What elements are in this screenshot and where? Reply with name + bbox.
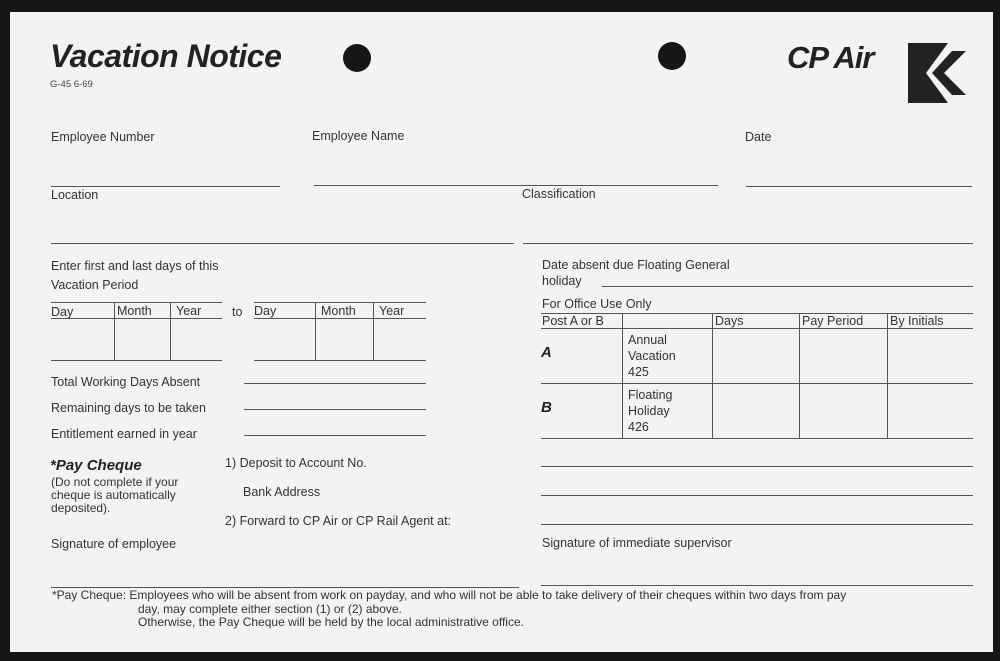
first-day-col-year: Year <box>176 304 202 318</box>
floating-holiday-date-field[interactable] <box>602 286 973 287</box>
punch-hole-left <box>343 44 371 72</box>
pay-cheque-note-1: (Do not complete if your <box>51 475 179 489</box>
table-header-days: Days <box>715 314 744 328</box>
blank-line-2[interactable] <box>541 495 973 496</box>
total-working-days-field[interactable] <box>244 383 426 384</box>
row-b-desc-1: Floating <box>628 388 673 402</box>
first-day-col-day: Day <box>51 305 74 319</box>
date-field[interactable] <box>746 186 972 187</box>
vacation-period-instruction-1: Enter first and last days of this <box>51 259 219 273</box>
employee-number-label: Employee Number <box>51 130 155 144</box>
footnote-line-1: *Pay Cheque: Employees who will be absent from work on payday, and who will not be able to take delivery of their cheques within two days from pay <box>52 588 847 602</box>
punch-hole-right <box>658 42 686 70</box>
vacation-period-instruction-2: Vacation Period <box>51 278 139 292</box>
supervisor-signature-field[interactable] <box>541 585 973 586</box>
footnote-line-2: day, may complete either section (1) or (2) above. <box>138 602 402 616</box>
table-header-by-initials: By Initials <box>890 314 944 328</box>
entitlement-field[interactable] <box>244 435 426 436</box>
last-day-col-year: Year <box>379 304 405 318</box>
floating-holiday-label-1: Date absent due Floating General <box>542 258 730 272</box>
vacation-notice-form <box>10 12 993 652</box>
employee-name-field[interactable] <box>314 185 718 186</box>
forward-option-label: 2) Forward to CP Air or CP Rail Agent at: <box>225 514 452 528</box>
pay-cheque-note-3: deposited). <box>51 501 111 515</box>
to-label: to <box>232 305 243 319</box>
blank-line-3[interactable] <box>541 524 973 525</box>
cp-air-logo-text: CP Air <box>787 40 874 75</box>
floating-holiday-label-2: holiday <box>542 274 582 288</box>
table-header-pay-period: Pay Period <box>802 314 864 328</box>
pay-cheque-heading: *Pay Cheque <box>50 457 142 474</box>
remaining-days-field[interactable] <box>244 409 426 410</box>
row-a-code: 425 <box>628 365 649 379</box>
employee-name-label: Employee Name <box>312 129 405 143</box>
office-use-heading: For Office Use Only <box>542 297 652 311</box>
total-working-days-label: Total Working Days Absent <box>51 375 201 389</box>
entitlement-label: Entitlement earned in year <box>51 427 197 441</box>
pay-cheque-note-2: cheque is automatically <box>51 488 176 502</box>
row-a-desc-2: Vacation <box>628 349 676 363</box>
location-field[interactable] <box>51 243 514 244</box>
location-label: Location <box>51 188 99 202</box>
first-day-col-month: Month <box>117 304 152 318</box>
employee-number-field[interactable] <box>51 186 280 187</box>
classification-label: Classification <box>522 187 596 201</box>
classification-field[interactable] <box>523 243 973 244</box>
remaining-days-label: Remaining days to be taken <box>51 401 206 415</box>
footnote-line-3: Otherwise, the Pay Cheque will be held by the local administrative office. <box>138 615 524 629</box>
row-b-desc-2: Holiday <box>628 404 670 418</box>
supervisor-signature-label: Signature of immediate supervisor <box>542 536 732 550</box>
row-a-post: A <box>541 344 552 361</box>
deposit-option-label: 1) Deposit to Account No. <box>225 456 367 470</box>
last-day-col-month: Month <box>321 304 356 318</box>
row-b-code: 426 <box>628 420 649 434</box>
bank-address-label: Bank Address <box>243 485 321 499</box>
form-code: G-45 6-69 <box>50 79 93 90</box>
form-title: Vacation Notice <box>50 38 282 74</box>
cp-air-logo-icon <box>908 43 972 103</box>
last-day-col-day: Day <box>254 304 277 318</box>
row-a-desc-1: Annual <box>628 333 667 347</box>
employee-signature-label: Signature of employee <box>51 537 177 551</box>
row-b-post: B <box>541 399 552 416</box>
date-label: Date <box>745 130 772 144</box>
blank-line-1[interactable] <box>541 466 973 467</box>
table-header-post: Post A or B <box>542 314 604 328</box>
